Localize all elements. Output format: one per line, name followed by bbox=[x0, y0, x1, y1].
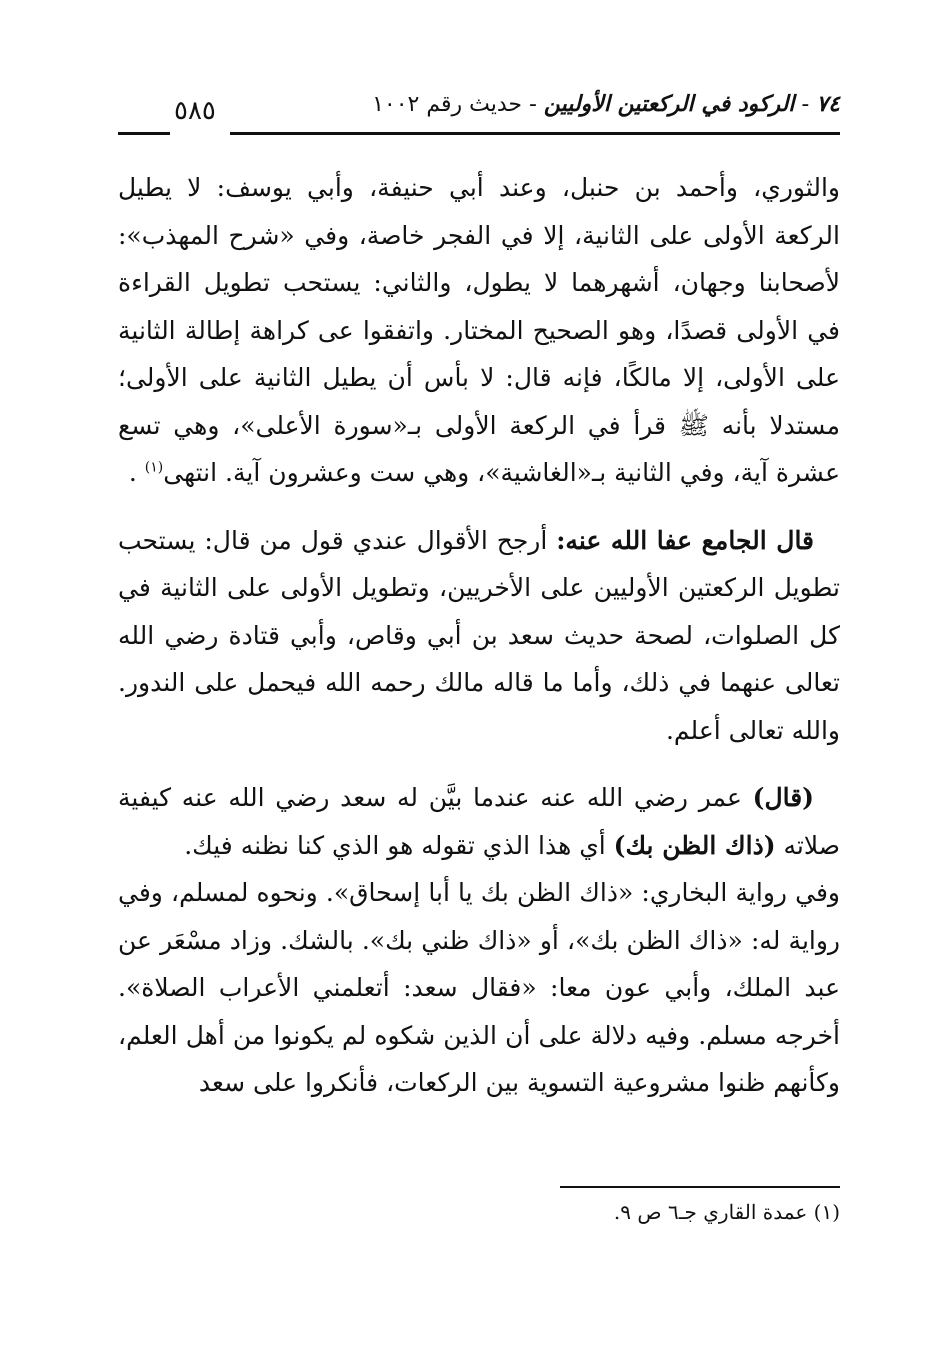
page-number: ٥٨٥ bbox=[174, 96, 216, 126]
author-note-lead: قال الجامع عفا الله عنه: bbox=[556, 525, 815, 555]
paragraph-2-text: أرجح الأقوال عندي قول من قال: يستحب تطويل الركعتين الأوليين على الأخريين، وتطويل الأولى على الثانية في كل الصلوات، لصحة حديث سعد بن أبي وقاص، وأبي قتادة رضي الله تعالى عنهما في ذلك، وأما ما قاله مالك رحمه الله فيحمل على الندور. والله تعالى أعلم. bbox=[118, 525, 840, 745]
paragraph-3 bbox=[118, 774, 840, 869]
footnote-ref[interactable]: (١) bbox=[144, 459, 164, 476]
paragraph-4-text: وفي رواية البخاري: «ذاك الظن بك يا أبا إسحاق». ونحوه لمسلم، وفي رواية له: «ذاك الظن بك»، أو «ذاك ظني بك». بالشك. وزاد مسْعَر عن عبد الملك، وأبي عون معا: «فقال سعد: أتعلمني الأعراب الصلاة». أخرجه مسلم. وفيه دلالة على أن الذين شكوه لم يكونوا من أهل العلم، وكأنهم ظنوا مشروعية التسوية بين الركعات، فأنكروا على سعد bbox=[118, 878, 840, 1097]
header-rule-long bbox=[230, 132, 840, 135]
page-header bbox=[118, 88, 840, 138]
running-head: ٧٤ - الركود في الركعتين الأوليين - حديث رقم ١٠٠٢ bbox=[372, 92, 840, 117]
quote-lead: (قال) bbox=[752, 783, 814, 812]
main-text bbox=[118, 164, 840, 1107]
footnote-rule bbox=[560, 1186, 840, 1188]
paragraph-3-text-a: عمر رضي الله عنه عندما بيَّن له سعد رضي الله عنه كيفية صلاته bbox=[118, 783, 840, 860]
paragraph-1-end: . bbox=[128, 458, 145, 487]
paragraph-1 bbox=[118, 164, 840, 497]
hadith-reference: حديث رقم ١٠٠٢ bbox=[372, 92, 522, 117]
quoted-phrase: (ذاك الظن بك) bbox=[613, 830, 776, 860]
footnote: (١) عمدة القاري جـ٦ ص ٩. bbox=[613, 1200, 840, 1224]
paragraph-3-text-b: أي هذا الذي تقوله هو الذي كنا نظنه فيك. bbox=[184, 830, 614, 860]
chapter-number: ٧٤ bbox=[816, 92, 840, 117]
chapter-title: الركود في الركعتين الأوليين bbox=[543, 92, 795, 117]
paragraph-2 bbox=[118, 517, 840, 755]
paragraph-4 bbox=[118, 869, 840, 1107]
header-rule-short bbox=[118, 132, 170, 135]
paragraph-1-text: والثوري، وأحمد بن حنبل، وعند أبي حنيفة، وأبي يوسف: لا يطيل الركعة الأولى على الثانية، إلا في الفجر خاصة، وفي «شرح المهذب»: لأصحابنا وجهان، أشهرهما لا يطول، والثاني: يستحب تطويل القراءة في الأولى قصدًا، وهو الصحيح المختار. واتفقوا عى كراهة إطالة الثانية على الأولى، إلا مالكًا، فإنه قال: لا بأس أن يطيل الثانية على الأولى؛ مستدلا بأنه ﷺ قرأ في الركعة الأولى بـ«سورة الأعلى»، وهي تسع عشرة آية، وفي الثانية بـ«الغاشية»، وهي ست وعشرون آية. انتهى bbox=[118, 173, 840, 487]
